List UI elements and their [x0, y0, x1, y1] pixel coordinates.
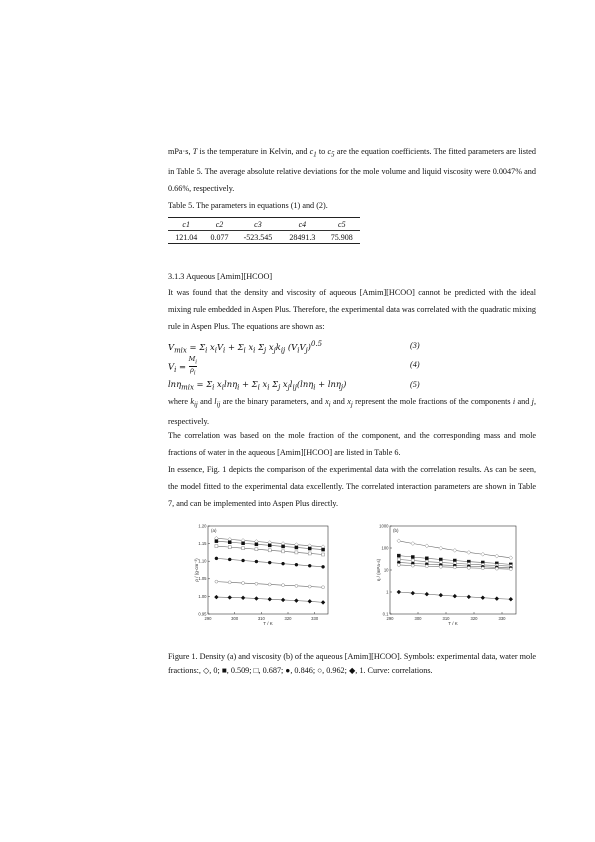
data-point	[453, 559, 456, 562]
data-point	[255, 543, 258, 546]
data-point	[228, 546, 231, 549]
data-point	[321, 600, 325, 604]
x-tick-label: 300	[414, 616, 422, 621]
data-point	[242, 542, 245, 545]
data-point	[214, 595, 218, 599]
equation-3: $V_{mix} = \Sigma_i$ $x_iV_i + \Sigma_i$ $x_i$ $\Sigma_j$ $x_jk_{ij}$ $(V_iV_j)^{0.5}$	[168, 340, 323, 355]
y-tick-label: 0.1	[382, 611, 389, 617]
data-point	[397, 563, 400, 566]
table-header-c4: c4	[281, 218, 323, 231]
table-header-c3: c3	[235, 218, 281, 231]
equation-4-number: (4)	[410, 360, 420, 369]
data-point	[282, 545, 285, 548]
data-point	[281, 598, 285, 602]
data-point	[509, 597, 513, 601]
data-point	[467, 566, 470, 569]
data-point	[397, 539, 401, 543]
data-point	[397, 590, 401, 594]
data-point	[242, 582, 245, 585]
x-axis-label: T / K	[263, 621, 273, 626]
data-point	[282, 550, 285, 553]
x-tick-label: 300	[231, 616, 239, 621]
data-point	[425, 565, 428, 568]
data-point	[322, 565, 325, 568]
data-point	[481, 567, 484, 570]
equation-5: $\ln\eta_{mix} = \Sigma_i$ $x_i\ln\eta_i + \Sigma_i$ $x_i$ $\Sigma_j$ $x_jl_{ij}(\ln\eta_i + \ln\eta_j)$	[168, 379, 347, 392]
data-point	[453, 548, 457, 552]
y-tick-label: 1.00	[198, 593, 207, 599]
x-tick-label: 290	[386, 616, 394, 621]
data-point	[228, 581, 231, 584]
data-point	[228, 596, 232, 600]
data-point	[322, 553, 325, 556]
data-point	[282, 562, 285, 565]
y-tick-label: 1.15	[198, 541, 207, 546]
panel-label: (a)	[211, 528, 217, 533]
y-tick-label: 0.95	[198, 611, 207, 617]
table-cell: 75.908	[330, 232, 353, 242]
x-axis-label: T / K	[448, 621, 458, 626]
y-axis-label: ρ / (g·cm⁻³)	[194, 558, 199, 582]
data-point	[268, 544, 271, 547]
data-point	[425, 592, 429, 596]
data-point	[308, 564, 311, 567]
figure-caption: Figure 1. Density (a) and viscosity (b) of the aqueous [Amim][HCOO]. Symbols: experimental data, water mole fractions:, ◇, 0; ■, 0.509; □, 0.687; ●, 0.846; ○, 0.962; ◆, 1. Curve: correlations.	[168, 652, 536, 675]
data-point	[268, 549, 271, 552]
equation-4: $V_i$ = $\frac{M_i}{\rho_i}$	[168, 355, 198, 377]
data-point	[439, 558, 442, 561]
data-point	[215, 557, 218, 560]
table-cell: -523.545	[243, 232, 273, 242]
data-point	[411, 591, 415, 595]
data-point	[439, 565, 442, 568]
data-point	[282, 584, 285, 587]
data-point	[228, 541, 231, 544]
data-point	[411, 542, 415, 546]
data-point	[411, 564, 414, 567]
data-point	[268, 597, 272, 601]
table-cell: 121.04	[175, 232, 198, 242]
data-point	[322, 548, 325, 551]
data-point	[255, 582, 258, 585]
data-point	[308, 547, 311, 550]
figure-1	[194, 520, 530, 630]
x-tick-label: 330	[498, 616, 506, 621]
data-point	[495, 597, 499, 601]
y-axis-label: η / (mPa·s)	[376, 558, 381, 582]
data-point	[215, 540, 218, 543]
table-header-c1: c1	[168, 218, 204, 231]
data-point	[254, 597, 258, 601]
data-point	[509, 568, 512, 571]
x-tick-label: 290	[204, 616, 212, 621]
data-point	[481, 596, 485, 600]
table-header-c5: c5	[324, 218, 360, 231]
data-point	[295, 546, 298, 549]
y-tick-label: 10	[383, 567, 389, 573]
equation-5-number: (5)	[410, 380, 420, 389]
data-point	[268, 561, 271, 564]
x-tick-label: 330	[311, 616, 319, 621]
data-point	[215, 580, 218, 583]
data-point	[439, 593, 443, 597]
data-point	[308, 599, 312, 603]
data-point	[509, 556, 513, 560]
paragraph-mixing-rule: It was found that the density and viscosity of aqueous [Amim][HCOO] cannot be predicted with the ideal mixing rule embedded in Aspen Plus. Therefore, the experimental data was correlated with the quadratic mixing rule in Aspen Plus. The equations are shown as:	[168, 288, 536, 331]
data-point	[439, 546, 443, 550]
paragraph-table6: The correlation was based on the mole fraction of the component, and the corresponding mass and mole fractions of water in the aqueous [Amim][HCOO] are listed in Table 6.	[168, 431, 536, 457]
data-point	[295, 563, 298, 566]
y-tick-label: 100	[381, 545, 389, 551]
data-point	[242, 559, 245, 562]
table-cell: 28491.3	[289, 232, 316, 242]
section-heading: 3.1.3 Aqueous [Amim][HCOO]	[168, 272, 273, 281]
table-cell: 0.077	[210, 232, 229, 242]
paragraph-figure1: In essence, Fig. 1 depicts the comparison of the experimental data with the correlation results. As can be seen, the model fitted to the experimental data excellently. The correlated interaction parameters are shown in Table 7, and can be implemented into Aspen Plus directly.	[168, 465, 536, 508]
data-point	[294, 599, 298, 603]
x-tick-label: 310	[257, 616, 265, 621]
panel-label: (b)	[393, 528, 399, 533]
x-tick-label: 310	[442, 616, 450, 621]
data-point	[242, 547, 245, 550]
table-header-c2: c2	[204, 218, 234, 231]
table-caption: Table 5. The parameters in equations (1) and (2).	[168, 201, 328, 210]
data-point	[308, 552, 311, 555]
data-point	[241, 596, 245, 600]
y-tick-label: 1000	[379, 523, 389, 529]
data-point	[453, 594, 457, 598]
data-point	[411, 555, 414, 558]
parameter-table	[168, 217, 360, 244]
data-point	[467, 595, 471, 599]
equation-3-number: (3)	[410, 341, 420, 350]
data-point	[215, 545, 218, 548]
data-point	[255, 548, 258, 551]
data-point	[411, 559, 414, 562]
data-point	[425, 557, 428, 560]
paragraph-coefficients: mPa·s, T is the temperature in Kelvin, and $c_1$ to $c_5$ are the equation coefficients. The fitted parameters are listed in Table 5. The average absolute relative deviations for the mole volume and liquid viscosity were 0.0047% and 0.66%, respectively.	[168, 147, 536, 194]
data-point	[295, 551, 298, 554]
data-point	[397, 554, 400, 557]
data-point	[495, 567, 498, 570]
y-tick-label: 1	[386, 589, 389, 595]
data-point	[425, 544, 429, 548]
paragraph-binary-parameters: where $k_{ij}$ and $l_{ij}$ are the binary parameters, and $x_i$ and $x_j$ represent the mole fractions of the components i and j, respectively.	[168, 397, 536, 427]
data-point	[467, 550, 471, 554]
data-point	[453, 566, 456, 569]
y-tick-label: 1.05	[198, 576, 207, 582]
y-tick-label: 1.20	[198, 523, 207, 529]
y-tick-label: 1.10	[198, 558, 207, 564]
x-tick-label: 320	[284, 616, 292, 621]
data-point	[495, 554, 499, 558]
x-tick-label: 320	[470, 616, 478, 621]
data-point	[481, 552, 485, 556]
data-point	[255, 560, 258, 563]
data-point	[397, 558, 400, 561]
data-point	[228, 558, 231, 561]
data-point	[295, 584, 298, 587]
data-point	[308, 585, 311, 588]
data-point	[268, 583, 271, 586]
data-point	[322, 586, 325, 589]
